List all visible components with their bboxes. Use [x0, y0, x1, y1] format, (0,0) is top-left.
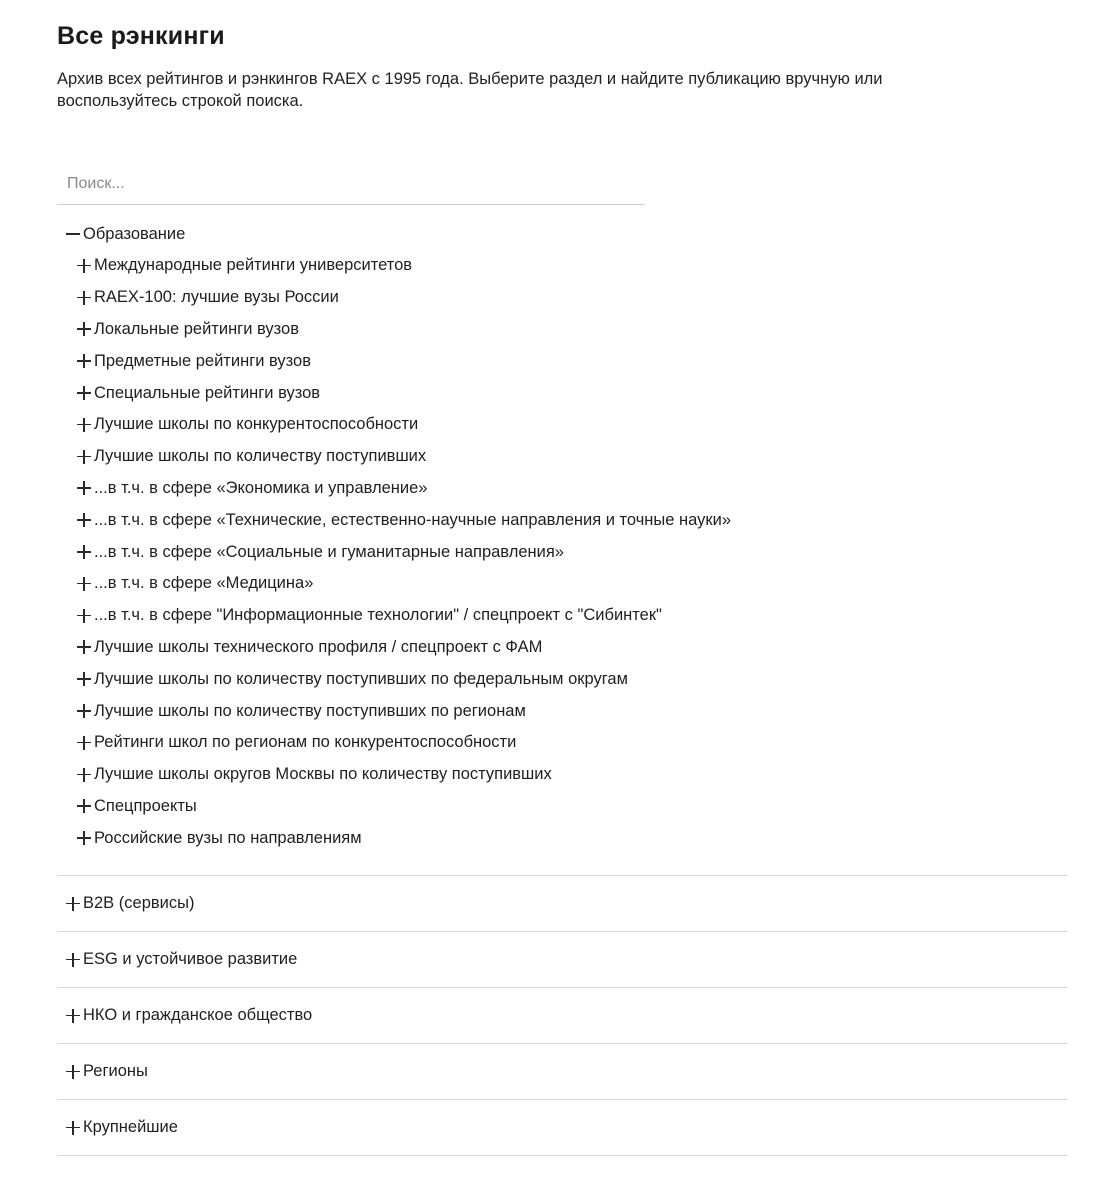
plus-icon	[77, 354, 91, 368]
subsection-item[interactable]	[57, 377, 1067, 409]
section-education	[57, 218, 1067, 854]
subsection-label: Лучшие школы по конкурентоспособности	[94, 415, 419, 434]
subsection-item[interactable]	[57, 536, 1067, 568]
subsection-label: ...в т.ч. в сфере «Экономика и управление»	[94, 478, 428, 497]
plus-icon	[77, 736, 91, 750]
section-education-toggle[interactable]	[57, 218, 1067, 250]
subsection-item[interactable]	[57, 759, 1067, 791]
subsection-item[interactable]	[57, 345, 1067, 377]
subsection-label: Локальные рейтинги вузов	[94, 319, 299, 338]
section-label: Крупнейшие	[83, 1118, 178, 1136]
plus-icon	[77, 768, 91, 782]
subsection-label: ...в т.ч. в сфере «Медицина»	[94, 574, 314, 593]
minus-icon	[66, 227, 80, 241]
plus-icon	[77, 609, 91, 623]
subsection-label: Лучшие школы по количеству поступивших по регионам	[94, 701, 526, 720]
subsection-label: Лучшие школы по количеству поступивших	[94, 447, 427, 466]
subsection-list	[57, 250, 1067, 854]
plus-icon	[66, 953, 80, 967]
plus-icon	[77, 831, 91, 845]
plus-icon	[77, 386, 91, 400]
subsection-item[interactable]	[57, 791, 1067, 823]
page-intro: Архив всех рейтингов и рэнкингов RAEX с 1995 года. Выберите раздел и найдите публикацию вручную или воспользуйтесь строкой поиска.	[57, 70, 883, 110]
plus-icon	[77, 450, 91, 464]
plus-icon	[77, 672, 91, 686]
subsection-label: Лучшие школы по количеству поступивших по федеральным округам	[94, 669, 628, 688]
search-box	[57, 164, 645, 205]
subsection-item[interactable]	[57, 695, 1067, 727]
subsection-item[interactable]	[57, 473, 1067, 505]
plus-icon	[77, 577, 91, 591]
plus-icon	[77, 322, 91, 336]
section-label: ESG и устойчивое развитие	[83, 950, 298, 968]
subsection-label: Международные рейтинги университетов	[94, 256, 413, 275]
plus-icon	[66, 1121, 80, 1135]
subsection-item[interactable]	[57, 600, 1067, 632]
subsection-item[interactable]	[57, 314, 1067, 346]
subsection-label: ...в т.ч. в сфере "Информационные технологии" / спецпроект с "Сибинтек"	[94, 606, 662, 625]
subsection-item[interactable]	[57, 822, 1067, 854]
plus-icon	[77, 418, 91, 432]
subsection-label: Лучшие школы округов Москвы по количеству поступивших	[94, 765, 552, 784]
subsection-item[interactable]	[57, 250, 1067, 282]
plus-icon	[77, 799, 91, 813]
subsection-item[interactable]	[57, 409, 1067, 441]
plus-icon	[66, 1065, 80, 1079]
plus-icon	[66, 897, 80, 911]
plus-icon	[77, 513, 91, 527]
section-b2b[interactable]	[57, 876, 1067, 932]
subsection-item[interactable]	[57, 568, 1067, 600]
plus-icon	[77, 259, 91, 273]
subsection-item[interactable]	[57, 663, 1067, 695]
search-input[interactable]	[57, 164, 645, 204]
section-esg[interactable]	[57, 932, 1067, 988]
section-label: Образование	[83, 224, 186, 243]
plus-icon	[77, 291, 91, 305]
subsection-label: ...в т.ч. в сфере «Социальные и гуманитарные направления»	[94, 542, 564, 561]
page-title: Все рэнкинги	[57, 22, 225, 50]
subsection-label: Специальные рейтинги вузов	[94, 383, 321, 402]
section-label: B2B (сервисы)	[83, 894, 195, 912]
section-label: НКО и гражданское общество	[83, 1006, 313, 1024]
plus-icon	[77, 704, 91, 718]
subsection-label: ...в т.ч. в сфере «Технические, естественно-научные направления и точные науки»	[94, 510, 732, 529]
subsection-label: Лучшие школы технического профиля / спецпроект с ФАМ	[94, 637, 543, 656]
subsection-label: Спецпроекты	[94, 796, 197, 815]
subsection-item[interactable]	[57, 727, 1067, 759]
plus-icon	[77, 545, 91, 559]
collapsed-section-list	[57, 875, 1067, 1156]
section-label: Регионы	[83, 1062, 148, 1080]
section-regions[interactable]	[57, 1044, 1067, 1100]
section-largest[interactable]	[57, 1100, 1067, 1156]
subsection-label: Предметные рейтинги вузов	[94, 351, 311, 370]
subsection-label: Российские вузы по направлениям	[94, 828, 362, 847]
subsection-label: RAEX-100: лучшие вузы России	[94, 288, 339, 307]
subsection-item[interactable]	[57, 504, 1067, 536]
plus-icon	[77, 640, 91, 654]
plus-icon	[77, 481, 91, 495]
subsection-item[interactable]	[57, 632, 1067, 664]
subsection-label: Рейтинги школ по регионам по конкурентоспособности	[94, 733, 517, 752]
subsection-item[interactable]	[57, 441, 1067, 473]
subsection-item[interactable]	[57, 282, 1067, 314]
section-nko[interactable]	[57, 988, 1067, 1044]
plus-icon	[66, 1009, 80, 1023]
